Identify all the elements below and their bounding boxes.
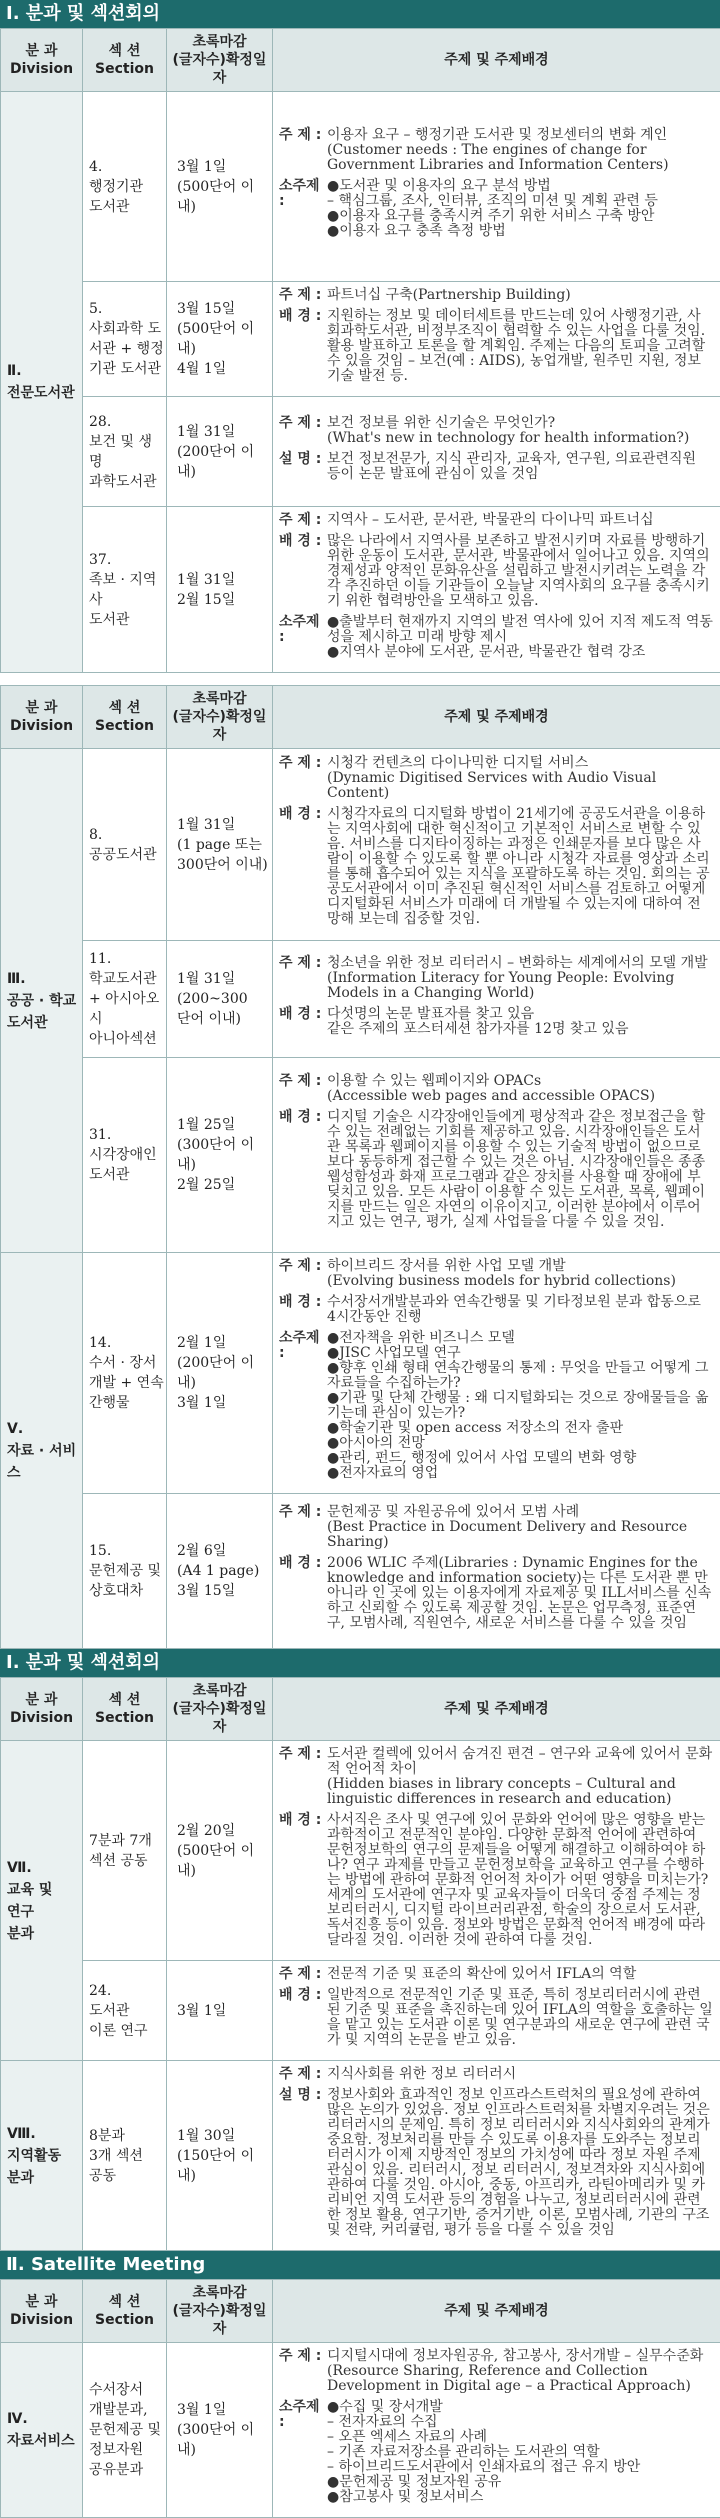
schedule-table [0,685,720,1649]
table-row [1,92,720,282]
theme-block [279,807,714,927]
table-row [1,282,720,397]
theme-text: 디지털시대에 정보자원공유, 참고봉사, 장서개발 – 실무수준화(Resource Sharing, Reference and Collection Development in Digital age – a Practical Approach) [327,2349,714,2394]
theme-text: 보건 정보전문가, 지식 관리자, 교육자, 연구원, 의료관련직원 등이 논문 발표에 관심이 있을 것임 [327,452,714,482]
schedule-table [0,28,720,673]
header-division: 분 과 Division [1,686,83,749]
theme-block [279,416,714,446]
theme-block [279,128,714,173]
deadline-cell: 1월 31일 2월 15일 [167,507,273,673]
theme-label: 배 경 : [279,1988,327,2048]
deadline-cell: 1월 30일 (150단어 이내) [167,2061,273,2251]
section-cell: 7분과 7개 섹션 공동 [83,1741,167,1961]
division-cell: Ⅱ. 전문도서관 [1,92,83,673]
table-row [1,1253,720,1494]
theme-cell [273,2061,720,2251]
theme-text: 시청각 컨텐츠의 다이나믹한 디지털 서비스 (Dynamic Digitised Services with Audio Visual Content) [327,756,714,801]
table-row [1,2061,720,2251]
theme-label: 배 경 : [279,309,327,384]
header-division: 분 과 Division [1,29,83,92]
theme-text: 수서장서개발분과와 연속간행물 및 기타정보원 분과 합동으로 4시간동안 진행 [327,1295,714,1325]
theme-label: 소주제 : [279,615,327,660]
deadline-cell: 2월 20일 (500단어 이내) [167,1741,273,1961]
section-cell: 수서장서 개발분과, 문헌제공 및 정보자원 공유분과 [83,2343,167,2518]
theme-text: ●수집 및 장서개발 – 전자자료의 수집 – 오픈 엑세스 자료의 사례 – 기존 자료저장소를 관리하는 도서관의 역할 – 하이브리드도서관에서 인쇄자료의 접근 유지 방안 ●문헌제공 및 정보자원 공유 ●참고봉사 및 정보서비스 [327,2400,714,2505]
division-cell: Ⅶ. 교육 및 연구 분과 [1,1741,83,2061]
theme-text: 사서직은 조사 및 연구에 있어 문화와 언어에 많은 영향을 받는 과학적이고 전문적인 분야임. 다양한 문화적 언어에 관련하여 문헌정보학의 연구의 문제들을 어떻게 해결하고 이해하여야 하나? 연구 과제를 만들고 문헌정보학을 교육하고 연구를 수행하는 방법에 관하여 문화적 언어적 차이가 어떤 영향을 미치는가? 세계의 도서관에 연구자 및 교육자들이 더욱더 중점 주제는 정보리터러시, 디지털 라이브러리관점, 학술의 장으로서 도서관, 독서진흥 등이 있음. 정보와 방법은 문화적 언어적 배경에 따라 달라질 것임. 이러한 것에 관하여 다룰 것임. [327,1813,714,1948]
theme-block [279,1813,714,1948]
section-cell: 14. 수서 · 장서 개발 + 연속 간행물 [83,1253,167,1494]
table-row [1,397,720,507]
theme-block [279,513,714,528]
header-deadline: 초록마감 (글자수)확정일자 [167,1678,273,1741]
theme-text: 정보사회와 효과적인 정보 인프라스트럭처의 필요성에 관하여 많은 논의가 있었음. 정보 인프라스트럭처를 차별지우려는 것은 리터러시의 문제임. 특히 정보 리터러시와 지식사회와의 관계가 중요함. 정보처리를 만들 수 있도록 이용자를 도와주는 정보리터러시가 이제 지방적인 정보의 가치성에 따라 정보 자원 주제 관심이 있음. 리터러시, 정보 리터러시, 정보격차와 지식사회에 관하여 다룰 것임. 아시아, 중동, 아프리카, 라틴아메리카 및 카리비언 지역 도서관 등의 경험을 나누고, 정보리터러시에 관련한 정보 활용, 연구기반, 증거기반, 이론, 모범사례, 기관의 구조 및 전략, 커리큘럼, 평가 등을 다룰 수 있을 것임 [327,2088,714,2238]
header-theme: 주제 및 주제배경 [273,29,720,92]
theme-text: 많은 나라에서 지역사를 보존하고 발전시키며 자료를 방행하기 위한 운동이 도서관, 문서관, 박물관에서 일어나고 있음. 지역의 경제성과 양적인 문화유산을 설립하고 발전시키려는 노력을 각각 추진하던 이들 기관들이 오늘날 지역사회의 요구를 충족시키기 위한 협력방안을 모색하고 있음. [327,534,714,609]
theme-block [279,2349,714,2394]
deadline-cell: 3월 1일 (500단어 이내) [167,92,273,282]
section-title: Ⅰ. 분과 및 섹션회의 [0,0,720,28]
header-section: 섹 션 Section [83,1678,167,1741]
theme-label: 배 경 : [279,1295,327,1325]
theme-label: 소주제 : [279,179,327,239]
theme-text: 하이브리드 장서를 위한 사업 모델 개발 (Evolving business models for hybrid collections) [327,1259,714,1289]
theme-block [279,1556,714,1631]
theme-label: 주 제 : [279,128,327,173]
deadline-cell: 3월 1일 (300단어 이내) [167,2343,273,2518]
theme-block [279,1074,714,1104]
theme-text: 전문적 기준 및 표준의 확산에 있어서 IFLA의 역할 [327,1967,714,1982]
theme-text: 파트너십 구축(Partnership Building) [327,288,714,303]
theme-block [279,615,714,660]
theme-label: 주 제 : [279,956,327,1001]
header-deadline: 초록마감 (글자수)확정일자 [167,686,273,749]
header-division: 분 과 Division [1,2280,83,2343]
theme-text: ●도서관 및 이용자의 요구 분석 방법 – 핵심그룹, 조사, 인터뷰, 조직의 미션 및 계획 관련 등 ●이용자 요구를 충족시켜 주기 위한 서비스 구축 방안 ●이용자 요구 충족 측정 방법 [327,179,714,239]
theme-block [279,2067,714,2082]
schedule-table [0,2279,720,2518]
table-row [1,941,720,1058]
theme-text: 이용할 수 있는 웹페이지와 OPACs (Accessible web pages and accessible OPACS) [327,1074,714,1104]
theme-text: 청소년을 위한 정보 리터러시 – 변화하는 세계에서의 모델 개발 (Information Literacy for Young People: Evolving Models in a Changing World) [327,956,714,1001]
theme-block [279,452,714,482]
theme-cell [273,1961,720,2061]
deadline-cell: 1월 31일 (200~300 단어 이내) [167,941,273,1058]
theme-block [279,1747,714,1807]
theme-text: 시청각자료의 디지털화 방법이 21세기에 공공도서관을 이용하는 지역사회에 대한 혁신적이고 기본적인 서비스로 변할 수 있음. 서비스를 디지타이징하는 과정은 인쇄문자를 보다 많은 사람이 이용할 수 있도록 할 뿐 아니라 시청각 자료를 영상과 소리를 통해 흡수되어 있는 지식을 포괄하도록 하는 것임. 회의는 공공도서관에서 이미 추진된 혁신적인 서비스를 검토하고 어떻게 디지털화된 서비스가 미래에 더 개발될 수 있는지에 대하여 전망해 보는데 집중할 것임. [327,807,714,927]
section-cell: 4. 행정기관 도서관 [83,92,167,282]
header-row [1,2280,720,2343]
theme-cell [273,282,720,397]
theme-block [279,1007,714,1037]
theme-cell [273,749,720,941]
theme-block [279,756,714,801]
theme-block [279,1295,714,1325]
theme-text: 지식사회를 위한 정보 리터러시 [327,2067,714,2082]
deadline-cell: 1월 31일 (1 page 또는 300단어 이내) [167,749,273,941]
table-row [1,1058,720,1253]
theme-text: 보건 정보를 위한 신기술은 무엇인가? (What's new in technology for health information?) [327,416,714,446]
theme-label: 배 경 : [279,534,327,609]
theme-block [279,1505,714,1550]
table-row [1,1961,720,2061]
theme-text: 지역사 – 도서관, 문서관, 박물관의 다이나믹 파트너십 [327,513,714,528]
theme-text: ●출발부터 현재까지 지역의 발전 역사에 있어 지적 제도적 역동성을 제시하고 미래 방향 제시 ●지역사 분야에 도서관, 문서관, 박물관간 협력 강조 [327,615,714,660]
theme-label: 주 제 : [279,2349,327,2394]
theme-label: 주 제 : [279,1505,327,1550]
theme-text: 2006 WLIC 주제(Libraries : Dynamic Engines for the knowledge and information society)는 다른 도서관 뿐 만 아니라 인 곳에 있는 이용자에게 자료제공 및 ILL서비스를 신속하고 신뢰할 수 있도록 제공할 것임. 논문은 업무측정, 표준연구, 모범사례, 직원연수, 새로운 서비스를 다룰 수 있을 것임 [327,1556,714,1631]
deadline-cell: 1월 25일 (300단어 이내) 2월 25일 [167,1058,273,1253]
section-cell: 24. 도서관 이론 연구 [83,1961,167,2061]
header-theme: 주제 및 주제배경 [273,1678,720,1741]
deadline-cell: 3월 1일 [167,1961,273,2061]
theme-text: ●전자책을 위한 비즈니스 모델 ●JISC 사업모델 연구 ●향후 인쇄 형태 연속간행물의 통제 : 무엇을 만들고 어떻게 그 자료들을 수집하는가? ●기관 및 단체 간행물 : 왜 디지털화되는 것으로 장애물들을 옮기는데 관심이 있는가? ●학술기관 및 open access 저장소의 전자 출판 ●아시아의 전망 ●관리, 펀드, 행정에 있어서 사업 모델의 변화 영향 ●전자자료의 영업 [327,1331,714,1481]
header-deadline: 초록마감 (글자수)확정일자 [167,29,273,92]
theme-cell [273,1494,720,1649]
table-row [1,507,720,673]
table-row [1,1494,720,1649]
theme-label: 소주제 : [279,1331,327,1481]
section-cell: 8. 공공도서관 [83,749,167,941]
header-division: 분 과 Division [1,1678,83,1741]
deadline-cell: 3월 15일 (500단어 이내) 4월 1일 [167,282,273,397]
table-row [1,1741,720,1961]
theme-text: 도서관 컬렉에 있어서 숨겨진 편견 – 연구와 교육에 있어서 문화적 언어적 차이 (Hidden biases in library concepts – Cultural and linguistic differences in research and education) [327,1747,714,1807]
theme-text: 다섯명의 논문 발표자를 찾고 있음 같은 주제의 포스터세션 참가자를 12명 찾고 있음 [327,1007,714,1037]
division-cell: Ⅲ. 공공 · 학교 도서관 [1,749,83,1253]
theme-cell [273,1741,720,1961]
section-cell: 28. 보건 및 생명 과학도서관 [83,397,167,507]
header-theme: 주제 및 주제배경 [273,686,720,749]
division-cell: Ⅳ. 자료서비스 [1,2343,83,2518]
theme-cell [273,92,720,282]
theme-block [279,309,714,384]
theme-label: 주 제 : [279,1747,327,1807]
theme-cell [273,941,720,1058]
table-row [1,749,720,941]
header-row [1,29,720,92]
theme-block [279,1259,714,1289]
section-cell: 37. 족보 · 지역사 도서관 [83,507,167,673]
theme-label: 소주제 : [279,2400,327,2505]
theme-cell [273,2343,720,2518]
theme-block [279,956,714,1001]
section-cell: 15. 문헌제공 및 상호대차 [83,1494,167,1649]
theme-label: 배 경 : [279,1556,327,1631]
theme-block [279,1110,714,1230]
theme-label: 주 제 : [279,2067,327,2082]
header-deadline: 초록마감 (글자수)확정일자 [167,2280,273,2343]
section-cell: 11. 학교도서관 + 아시아오시 아니아섹션 [83,941,167,1058]
theme-text: 지원하는 정보 및 데이터세트를 만드는데 있어 사행정기관, 사회과학도서관, 비정부조직이 협력할 수 있는 사업을 다룰 것임. 활용 발표하고 토론을 할 계획임. 주제는 다음의 토피을 고려할 수 있을 것임 – 보건(예 : AIDS), 농업개발, 원주민 지원, 정보기술 발전 등. [327,309,714,384]
theme-label: 설 명 : [279,2088,327,2238]
header-section: 섹 션 Section [83,2280,167,2343]
theme-label: 배 경 : [279,1110,327,1230]
section-cell: 31. 시각장애인 도서관 [83,1058,167,1253]
theme-label: 주 제 : [279,1259,327,1289]
header-row [1,1678,720,1741]
header-theme: 주제 및 주제배경 [273,2280,720,2343]
theme-block [279,1967,714,1982]
theme-cell [273,397,720,507]
section-gap [0,673,720,685]
theme-label: 배 경 : [279,1007,327,1037]
theme-label: 주 제 : [279,513,327,528]
theme-block [279,1988,714,2048]
section-title: Ⅰ. 분과 및 섹션회의 [0,1649,720,1677]
theme-block [279,1331,714,1481]
theme-cell [273,1058,720,1253]
deadline-cell: 2월 1일 (200단어 이내) 3월 1일 [167,1253,273,1494]
theme-block [279,2088,714,2238]
theme-text: 디지털 기술은 시각장애인들에게 평상적과 같은 정보접근을 할 수 있는 전례없는 기회를 제공하고 있음. 시각장애인들은 도서관 목록과 웹페이지를 이용할 수 있는 기술적 방법이 없으므로 보다 동등하게 접근할 수 있는 것은 아님. 시각장애인들은 종종 웹성함성과 화재 프로그램과 같은 장치를 사용할 때 장애에 부딪치고 있음. 모든 사람이 이용할 수 있는 도서관, 목록, 웹페이지를 만드는 일은 자연의 이유이지고, 이러한 분야에서 이루어 지고 있는 연구, 평가, 실제 사업들을 다룰 수 있을 것임. [327,1110,714,1230]
schedule-table [0,1677,720,2251]
theme-block [279,534,714,609]
theme-text: 이용자 요구 – 행정기관 도서관 및 정보센터의 변화 계인 (Customer needs : The engines of change for Government Libraries and Information Centers) [327,128,714,173]
table-row [1,2343,720,2518]
section-cell: 5. 사회과학 도 서관 + 행정 기관 도서관 [83,282,167,397]
header-section: 섹 션 Section [83,686,167,749]
deadline-cell: 1월 31일 (200단어 이내) [167,397,273,507]
theme-block [279,179,714,239]
theme-block [279,288,714,303]
header-row [1,686,720,749]
theme-label: 배 경 : [279,1813,327,1948]
theme-text: 일반적으로 전문적인 기준 및 표준, 특히 정보리터러시에 관련된 기준 및 표준을 촉진하는데 있어 IFLA의 역할을 호출하는 일을 맡고 있는 도서관 이론 및 연구분과의 새로운 연구에 관련 국가 및 지역의 논문을 받고 있음. [327,1988,714,2048]
section-title: Ⅱ. Satellite Meeting [0,2251,720,2279]
theme-label: 주 제 : [279,756,327,801]
theme-label: 설 명 : [279,452,327,482]
theme-label: 주 제 : [279,416,327,446]
theme-label: 주 제 : [279,1074,327,1104]
theme-label: 배 경 : [279,807,327,927]
division-cell: Ⅷ. 지역활동 분과 [1,2061,83,2251]
theme-cell [273,1253,720,1494]
division-cell: Ⅴ. 자료 · 서비스 [1,1253,83,1649]
theme-block [279,2400,714,2505]
header-section: 섹 션 Section [83,29,167,92]
deadline-cell: 2월 6일 (A4 1 page) 3월 15일 [167,1494,273,1649]
theme-text: 문헌제공 및 자원공유에 있어서 모범 사례 (Best Practice in Document Delivery and Resource Sharing) [327,1505,714,1550]
section-cell: 8분과 3개 섹션 공동 [83,2061,167,2251]
theme-label: 주 제 : [279,288,327,303]
theme-label: 주 제 : [279,1967,327,1982]
theme-cell [273,507,720,673]
